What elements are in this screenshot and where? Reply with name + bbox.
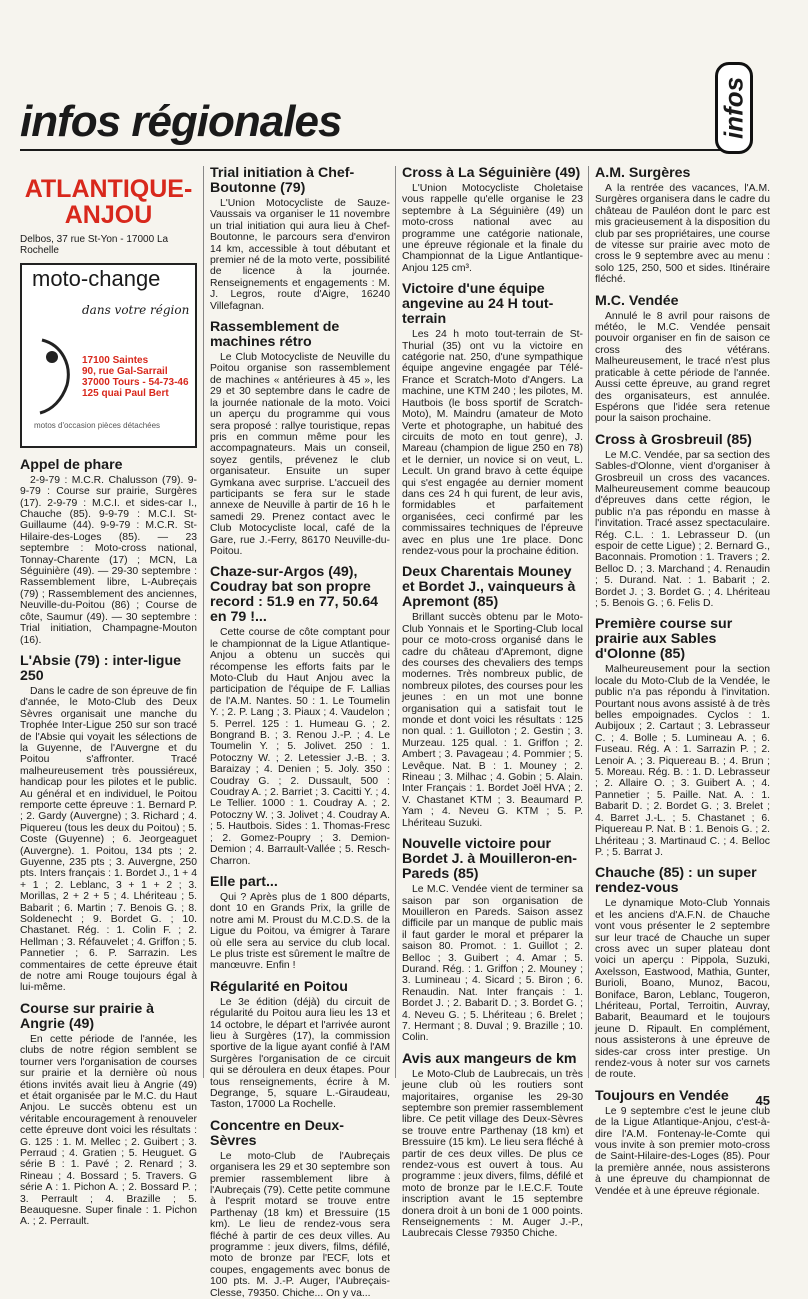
article-title: A.M. Surgères	[595, 165, 691, 181]
advert-address-line: 125 quai Paul Bert	[82, 387, 169, 399]
article-body: 2-9-79 : M.C.R. Chalusson (79). 9-9-79 : Course sur prairie, Surgères (17). 2-9-79 : M.C.I. et sides-car I., Chauche (85). 9-9-79 : M.C.I. St-Guillaume (44). 9-9-79 : M.C.R. St-Hilaire-des-Loges (85). — 23 septembre : Moto-cross national, Tonnay-Charente (17) ; MCN, La Séguinière (49). — 29-30 septembre : Rassemblement libre, L-Aubreçais (79) ; Rassemblement des anciennes, Neuville-du-Poitou (86) ; Course de côte, Saumur (49). — 30 septembre : Trial initiation, Champagne-Mouton (16).	[20, 474, 197, 646]
article-body: En cette période de l'année, les clubs de notre région semblent se tourner vers l'organisation de courses sur prairie et la dernière où nous étions invités avait lieu à Angrie (49) et était organisée par le M.C. du Haut Anjou. Le succès obtenu est un véritable encouragement à renouveler cette épreuve dont voici les résultats : G. 125 : 1. M. Mellec ; 2. Guibert ; 3. Perraud ; 4. Gratien ; 5. Heuguet. G série B : 1. Pavé ; 2. Renard ; 3. Rineau ; 4. Bossard ; 5. Travers. G série A : 1. Pichon A. ; 2. Bossard P. ; 3. Perrault ; 4. Brazille ; 5. Beauquesne. Super finale : 1. Pichon A. ; 2. Perrault.	[20, 1033, 197, 1228]
header-rule	[20, 149, 736, 151]
article-body: Le M.C. Vendée, par sa section des Sables-d'Olonne, vient d'organiser à Grosbreuil un cross des vacances. Malheureusement comme beaucoup d'épreuves dans cette région, le public n'a pas répondu en masse à l'invitation. Tracé assez spectaculaire. Rég. C.L. : 1. Lebrasseur D. (un espoir de cette Ligue) ; 2. Bernard G., Baconnais. Promotion : 1. Travers ; 2. Belloc D. ; 3. Marchand ; 4. Renaudin ; 5. Durand. Nat. : 1. Babarit ; 2. Bordet J. ; 3. Bordet G. ; 4. Lhériteau ; 5. Benois G. ; 6. Felis D.	[595, 449, 770, 609]
article-title: Chauche (85) : un super rendez-vous	[595, 865, 757, 897]
article-title: Trial initiation à Chef-Boutonne (79)	[210, 165, 355, 196]
column-divider	[203, 166, 204, 1078]
article-body: Annulé le 8 avril pour raisons de météo, le M.C. Vendée pensait pouvoir organiser en fin de saison ce cross des vétérans. Malheureusement, le tracé n'est plus praticable à cette période de l'année. Aussi cette épreuve, au grand regret des organisateurs, est annulée. Espérons que l'idée sera retenue pour la saison prochaine.	[595, 310, 770, 425]
article-title: Deux Charentais Mouney et Bordet J., vainqueurs à Apremont (85)	[402, 564, 576, 611]
article-title: Cross à Grosbreuil (85)	[595, 431, 752, 448]
logo-text: infos	[718, 76, 749, 140]
column-2	[210, 165, 390, 1299]
region-title-line: ATLANTIQUE-	[24, 175, 193, 203]
article-body: Les 24 h moto tout-terrain de St-Thurial (35) ont vu la victoire en catégorie nat. 250, d'une sympathique équipe angevine engagée par Télé-France et Scratch-Moto d'Angers. La machine, une KTM 240 ; les pilotes, M. Hautbois (le boss sportif de Scratch-Moto), M. Maindru (amateur de Moto Verte et photographe, un habitué des circuits de moto en tout genre), J. Mareau (champion de ligue 250 en 78) et le dernier, un novice si on veut, L. Lecult. Un grand bravo à cette équipe qui s'est engagée au dernier moment dans ces 24 h qui furent, de leur avis, formidables et parfaitement organisées, ceci confirmé par les commissaires techniques de l'épreuve avec en plus une 1re place. Donc rendez-vous pour la prochaine édition.	[402, 329, 583, 557]
article-body: Malheureusement pour la section locale du Moto-Club de la Vendée, le public n'a pas répondu à l'invitation. Pourtant nous avons assisté à de très belles empoignades. Cyclos : 1. Aubijoux ; 2. Cartaut ; 3. Lebrasseur C. ; 4. Bolle ; 5. Lumineau A. ; 6. Fuseau. Rég. A : 1. Sarrazin P. ; 2. Lenoir A. ; 3. Piquereau B. ; 4. Brun ; 5. Moreau. Rég. B. : 1. D. Lebrasseur ; 2. Allaire O. ; 3. Guibert A. ; 4. Pannetier ; 5. Paille. Nat. A. : 1. Babarit D. ; 2. Bordet G. ; 3. Brelet ; 4. Barret J.-L. ; 5. Chastanet ; 6. Piquereau P. Nat. B : 1. Benois G. ; 2. Lhériteau ; 3. Martinaud C. ; 4. Belloc P. ; 5. Barrat J.	[595, 664, 770, 858]
article-body: Le M.C. Vendée vient de terminer sa saison par son organisation de Mouilleron en Pareds. Saison assez difficile par un manque de public mais il faut garder le moral et préparer la saison 80. Promot. : 1. Guillot ; 2. Belloc ; 3. Guibert ; 4. Amar ; 5. Durand. Rég. : 1. Griffon ; 2. Mouney ; 3. Lumineau ; 4. Sicard ; 5. Biron ; 6. Renaudin. Nat. Inter français : 1. Bordet J. ; 2. Babarit D. ; 3. Bordet G. ; 4. Neveu G. ; 5. Lhériteau ; 6. Brelet ; 7. Hermant ; 8. Duval ; 9. Brazille ; 10. Colin.	[402, 884, 583, 1044]
article-body: Dans le cadre de son épreuve de fin d'année, le Moto-Club des Deux Sèvres organisait une manche du Trophée Inter-Ligue 250 sur son tracé de l'Absie qui voyait les sélections de la Guyenne, de l'Auvergne et du Poitou s'affronter. Tracé malheureusement très poussiéreux, handicap pour les pilotes et le public. Au général et en individuel, le Poitou remporte cette épreuve : 1. Bernard P. ; 2. Gardy (Auvergne) ; 3. Richard ; 4. Piquereu (tous les deux du Poitou) ; 5. Coste (Guyenne) ; 6. Jeorgeaguet (Auvergne). 1. Poitou, 134 pts ; 2. Guyenne, 235 pts ; 3. Auvergne, 250 pts. Inters français : 1. Bordet J., 1 + 4 + 1 ; 2. Leblanc, 3 + 1 + 2 ; 3. Morillas, 2 + 2 + 5 ; 4. Lhériteau ; 5. Babarit ; 6. Martin ; 7. Benois G. ; 8. Soldenecht ; 9. Bordet G. ; 10. Chastanet. Rég. : 1. Colin F. ; 2. Hellman ; 3. Réfauvelet ; 4. Griffon ; 5. Pannetier ; 6. P. Sarrazin. Les commentaires de cette épreuve était de notre ami Rouge toujours égal à lui-même.	[20, 685, 197, 994]
article-title: M.C. Vendée	[595, 292, 679, 309]
article-title: Victoire d'une équipe angevine au 24 H tout-terrain	[402, 281, 554, 328]
column-3	[402, 165, 583, 1240]
article-title: Nouvelle victoire pour Bordet J. à Mouilleron-en-Pareds (85)	[402, 836, 577, 883]
article-title: Régularité en Poitou	[210, 978, 348, 995]
article-title: Concentre en Deux-Sèvres	[210, 1117, 345, 1149]
advert-address-line: 17100 Saintes	[82, 354, 149, 366]
infos-logo	[715, 62, 753, 154]
region-title	[20, 176, 197, 228]
article-title: L'Absie (79) : inter-ligue 250	[20, 652, 182, 684]
article-title: Toujours en Vendée	[595, 1087, 729, 1104]
column-1	[20, 166, 197, 1228]
page-number: 45	[755, 1093, 770, 1108]
motorcycle-rider-icon	[32, 335, 78, 415]
article-body: Le Moto-Club de Laubrecais, un très jeune club où les routiers sont majoritaires, organise les 29-30 septembre son premier rassemblement libre. Ce petit village des Deux-Sèvres se trouve entre Parthenay (18 km) et Bressuire (15 km). Le lieu sera fléché à partir de ces deux villes. De plus ce rendez-vous est ouvert à tous. Au programme : jeux divers, films, défilé et moto de bronze par le I.E.C.F. Toute inscription avant le 15 septembre donera droit à un boni de 1 000 points. Renseignements : M. Auger J.-P., Laubrecais Clesse 79350 Chiche.	[402, 1068, 583, 1240]
article-title: Première course sur prairie aux Sables d'Olonne (85)	[595, 616, 733, 663]
article-body: A la rentrée des vacances, l'A.M. Surgères organisera dans le cadre du château de Pauléon dont le parc est mis gracieusement à la disposition du club par ses propriétaires, une course de vitesse sur prairie avec moto de cross le 9 septembre avec au menu : solo 125, 250, 500 et sides. Itinéraire fléché.	[595, 183, 770, 286]
page-title: infos régionales	[20, 97, 342, 146]
article-body: Le 9 septembre c'est le jeune club de la Ligue Atlantique-Anjou, c'est-à-dire l'A.M. Fontenay-le-Comte qui vous invite à son premier moto-cross de Saint-Hilaire-des-Loges (85). Pour la première année, nous assisterons à une épreuve du championnat de Vendée et à une épreuve régionale.	[595, 1105, 770, 1197]
article-body: Qui ? Après plus de 1 800 départs, dont 10 en Grands Prix, la grille de notre ami M. Proust du M.C.D.S. de la Ligue du Poitou, va émigrer à Tarare où elle sera au service du club local. Le plus triste est sûrement le maître de manœuvre. Enfin !	[210, 891, 390, 972]
moto-change-advert	[20, 263, 197, 448]
article-body: Le 3e édition (déjà) du circuit de régularité du Poitou aura lieu les 13 et 14 octobre, le départ et l'arrivée auront lieu à Surgères (17), la commission sportive de la ligue ayant confié à l'AM Surgères l'organisation de ce circuit qui se déroulera en deux étapes. Pour tous renseignements, écrire à M. Degrange, 5, square L.-Giraudeau, Taston, 17000 La Rochelle.	[210, 996, 390, 1111]
advert-footer: motos d'occasion pièces détachées	[34, 420, 161, 430]
column-divider	[588, 166, 589, 1078]
correspondent-address: Delbos, 37 rue St-Yon - 17000 La Rochelle	[20, 234, 169, 257]
column-divider	[395, 166, 396, 1078]
article-title: Cross à La Séguinière (49)	[402, 165, 581, 181]
article-title: Course sur prairie à Angrie (49)	[20, 1000, 155, 1032]
advert-address-line: 37000 Tours - 54-73-46	[82, 376, 189, 388]
article-title: Elle part...	[210, 873, 278, 890]
article-body: L'Union Motocycliste Choletaise vous rappelle qu'elle organise le 23 septembre à La Séguinière (49) un moto-cross national avec au programme une catégorie nationale, une épreuve régionale et la finale du Championnat de la Ligue Antlantique-Anjou 125 cm³.	[402, 183, 583, 274]
article-body: Le Club Motocycliste de Neuville du Poitou organise son rassemblement de machines « antérieures à 45 », les 29 et 30 septembre dans le cadre de la journée nationale de la moto. Voici un aperçu du programme qui vous sera proposé : rallye touristique, repas pris en commun même pour les accompagnateurs. Mais un conseil, soyez gentils, prévenez le club organisateur. Ensuite un super Gymkana avec surprise. L'accueil des participants se fera sur le stade annexe de Neuville à partir de 16 h le samedi 29. Prenez contact avec le Club Motocycliste local, café de la Gare, rue J.-Ferry, 86170 Neuville-du-Poitou.	[210, 352, 390, 557]
article-body: Le dynamique Moto-Club Yonnais et les anciens d'A.F.N. de Chauche vont vous présenter le 2 septembre sur leur tracé de Chauche un super cross avec un super plateau dont voici un aperçu : Pippola, Suzuki, Axelsson, Eastwood, Mathia, Gunter, Burioli, Boano, Munoz, Bacou, Boniface, Baron, Leblanc, Tougeron, Lhériteau, Portal, Terroitin, Auvray, Babarit, Beaumard et le toujours jeune D. Ripault. En complément, nous assisterons à une épreuve de sides-car cross inter prestige. Un rendez-vous à noter sur vos carnets de route.	[595, 898, 770, 1081]
article-body: Brillant succès obtenu par le Moto-Club Yonnais et le Sporting-Club local pour ce moto-cross organisé dans le cadre du château d'Apremont, digne des courses des chevaliers des temps modernes. Très nombreux public, de nombreux pilotes, des courses pour les jeunes : en un mot une bonne organisation qui a satisfait tout le monde et dont voici les résultats : 125 non qual. : 1. Guilloton ; 2. Gestin ; 3. Murzeau. 125 qual. : 1. Griffon ; 2. Ambert ; 3. Pavageau ; 4. Pommier ; 5. Levêque. Nat. B : 1. Mouney ; 2. Rineau ; 3. Milhac ; 4. Gobin ; 5. Alain. Inter Français : 1. Bordet Joël HVA ; 2. V. Chastanet KTM ; 3. Beaumard P. Yam ; 4. Neveu G. KTM ; 5. P. Lhériteau Suzuki.	[402, 612, 583, 829]
article-body: Cette course de côte comptant pour le championnat de la Ligue Atlantique-Anjou a obtenu un succès qui récompense les efforts faits par le Moto-Club du Haut Anjou avec la participation de l'équipe de F. Lallias de l'A.M. Nantes. 50 : 1. Le Toumelin Y. ; 2. P. Lang ; 3. Piaux ; 4. Vaudelon ; 5. Perrel. 125 : 1. Humeau G. ; 2. Bongrand B. ; 3. Renou J.-P. ; 4. Le Toumelin Y. ; 5. Jolivet. 250 : 1. Potoczny W. ; 2. Letessier J.-B. ; 3. Baraizay ; 4. Denien ; 5. Joly. 350 : Coudray G. ; 2. Dussault, 500 : Coudray A. ; 2. Barriet ; 3. Cacitti Y. ; 4. Le Tellier. 1000 : 1. Coudray A. ; 2. Potoczny W. ; 3. Jolivet ; 4. Coudray A. ; 5. Hautbois. Sides : 1. Thomas-Fresc ; 2. Gomez-Poupry ; 3. Demion-Demion ; 4. Barrault-Vallée ; 5. Resch-Charron.	[210, 627, 390, 867]
article-body: Le moto-Club de l'Aubreçais organisera les 29 et 30 septembre son premier rassemblement libre à l'Aubreçais (79). Cette petite commune à l'esprit motard se trouve entre Parthenay (18 km) et Bressuire (15 km). Le lieu de rendez-vous sera fléché à partir de ces deux villes. Au programme : jeux divers, films, défilé, moto de bronze par l'ECF, lots et coupes, engagements avec bonus de 100 pts. M. J.-P. Auger, l'Aubreçais-Clesse, 79350. Chiche... On y va...	[210, 1150, 390, 1299]
article-title: Appel de phare	[20, 456, 123, 473]
article-title: Rassemblement de machines rétro	[210, 319, 340, 351]
advert-title: moto-change	[32, 265, 161, 291]
advert-tagline: dans votre région	[82, 302, 190, 317]
article-body: L'Union Motocycliste de Sauze-Vaussais va organiser le 11 novembre un trial initiation qui aura lieu à Chef-Boutonne, le parcours sera d'environ 14 km, accessible à tout débutant et premier né de la moto verte, possibilité de licence à la journée. Renseignements et engagements : M. J. Legros, route d'Aigre, 16240 Villefagnan.	[210, 198, 390, 312]
article-title: Chaze-sur-Argos (49), Coudray bat son propre record : 51.9 en 77, 50.64 en 79 !...	[210, 564, 378, 626]
advert-address-line: 90, rue Gal-Sarrail	[82, 365, 168, 377]
advert-addresses	[82, 355, 189, 399]
region-title-line: ANJOU	[64, 201, 153, 229]
article-title: Avis aux mangeurs de km	[402, 1050, 577, 1067]
